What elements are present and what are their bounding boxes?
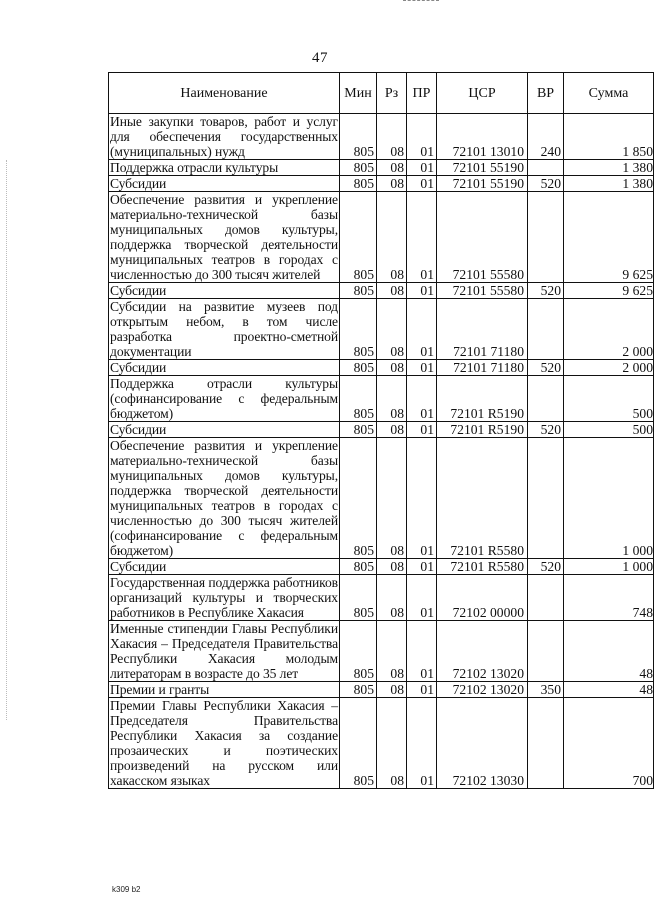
cell-name: Именные стипендии Главы Республики Хакасия – Председателя Правительства Республики Хакасия молодым литераторам в возрасте до 35 лет <box>110 621 338 681</box>
cell-vr <box>528 299 564 360</box>
table-row <box>109 376 654 422</box>
cell-name: Обеспечение развития и укрепление материально-технической базы муниципальных домов культуры, поддержка творческой деятельности муниципальных театров в городах с численностью до 300 тысяч жителей (софинансирование с федеральным бюджетом) <box>110 438 338 558</box>
cell-csr: 72101 71180 <box>437 299 528 360</box>
table-row <box>109 360 654 376</box>
cell-sum: 48 <box>564 621 654 682</box>
cell-min: 805 <box>340 176 377 192</box>
cell-name: Иные закупки товаров, работ и услуг для обеспечения государственных (муниципальных) нужд <box>110 114 338 159</box>
cell-csr: 72101 R5190 <box>437 422 528 438</box>
cell-vr: 520 <box>528 360 564 376</box>
cell-min: 805 <box>340 376 377 422</box>
top-edge-mark <box>403 0 439 4</box>
left-margin-perforation <box>6 160 8 720</box>
table-row <box>109 438 654 559</box>
cell-min: 805 <box>340 360 377 376</box>
cell-min: 805 <box>340 160 377 176</box>
cell-pr: 01 <box>407 559 437 575</box>
cell-vr: 520 <box>528 283 564 299</box>
cell-min: 805 <box>340 575 377 621</box>
cell-name: Премии Главы Республики Хакасия – Председателя Правительства Республики Хакасия за создание прозаических и поэтических произведений на русском или хакасском языках <box>110 698 338 788</box>
cell-vr <box>528 621 564 682</box>
col-header-pr: ПР <box>407 73 437 114</box>
cell-name: Субсидии <box>109 360 340 376</box>
cell-csr: 72101 55580 <box>437 283 528 299</box>
cell-csr: 72101 55190 <box>437 176 528 192</box>
table-header-row <box>109 73 654 114</box>
cell-min: 805 <box>340 698 377 789</box>
cell-sum: 1 380 <box>564 176 654 192</box>
cell-sum: 2 000 <box>564 299 654 360</box>
cell-sum: 500 <box>564 422 654 438</box>
cell-sum: 2 000 <box>564 360 654 376</box>
cell-name: Субсидии <box>109 176 340 192</box>
cell-rz: 08 <box>377 376 407 422</box>
table-row <box>109 698 654 789</box>
table-row <box>109 422 654 438</box>
cell-min: 805 <box>340 299 377 360</box>
cell-csr: 72102 13020 <box>437 621 528 682</box>
cell-csr: 72101 55190 <box>437 160 528 176</box>
table-row <box>109 682 654 698</box>
cell-csr: 72101 R5580 <box>437 559 528 575</box>
cell-vr <box>528 160 564 176</box>
page-number: 47 <box>312 50 328 66</box>
cell-pr: 01 <box>407 698 437 789</box>
cell-pr: 01 <box>407 682 437 698</box>
footer-code: k309 b2 <box>112 885 141 894</box>
cell-rz: 08 <box>377 114 407 160</box>
table-row <box>109 114 654 160</box>
cell-sum: 500 <box>564 376 654 422</box>
cell-vr: 350 <box>528 682 564 698</box>
cell-csr: 72101 55580 <box>437 192 528 283</box>
cell-vr <box>528 438 564 559</box>
cell-pr: 01 <box>407 422 437 438</box>
cell-vr: 240 <box>528 114 564 160</box>
cell-vr <box>528 698 564 789</box>
cell-vr <box>528 192 564 283</box>
col-header-csr: ЦСР <box>437 73 528 114</box>
table-row <box>109 192 654 283</box>
col-header-vr: ВР <box>528 73 564 114</box>
cell-csr: 72102 00000 <box>437 575 528 621</box>
cell-sum: 700 <box>564 698 654 789</box>
cell-rz: 08 <box>377 621 407 682</box>
cell-pr: 01 <box>407 575 437 621</box>
cell-rz: 08 <box>377 422 407 438</box>
cell-pr: 01 <box>407 283 437 299</box>
cell-sum: 1 380 <box>564 160 654 176</box>
cell-rz: 08 <box>377 160 407 176</box>
cell-min: 805 <box>340 283 377 299</box>
cell-vr <box>528 376 564 422</box>
col-header-sum: Сумма <box>564 73 654 114</box>
table-row <box>109 575 654 621</box>
table-row <box>109 160 654 176</box>
cell-min: 805 <box>340 438 377 559</box>
cell-pr: 01 <box>407 376 437 422</box>
cell-min: 805 <box>340 621 377 682</box>
table-row <box>109 283 654 299</box>
cell-rz: 08 <box>377 176 407 192</box>
cell-csr: 72101 13010 <box>437 114 528 160</box>
cell-sum: 1 850 <box>564 114 654 160</box>
cell-csr: 72101 71180 <box>437 360 528 376</box>
cell-min: 805 <box>340 192 377 283</box>
cell-name: Субсидии <box>109 422 340 438</box>
cell-pr: 01 <box>407 192 437 283</box>
cell-pr: 01 <box>407 360 437 376</box>
cell-rz: 08 <box>377 299 407 360</box>
col-header-name: Наименование <box>109 73 340 114</box>
cell-rz: 08 <box>377 438 407 559</box>
table-row <box>109 176 654 192</box>
cell-pr: 01 <box>407 160 437 176</box>
cell-vr: 520 <box>528 559 564 575</box>
table-row <box>109 621 654 682</box>
cell-pr: 01 <box>407 621 437 682</box>
cell-rz: 08 <box>377 559 407 575</box>
cell-name: Поддержка отрасли культуры (софинансирование с федеральным бюджетом) <box>110 376 338 421</box>
cell-name: Премии и гранты <box>109 682 340 698</box>
cell-sum: 748 <box>564 575 654 621</box>
cell-vr: 520 <box>528 176 564 192</box>
cell-pr: 01 <box>407 114 437 160</box>
cell-csr: 72102 13030 <box>437 698 528 789</box>
cell-csr: 72101 R5190 <box>437 376 528 422</box>
cell-min: 805 <box>340 559 377 575</box>
cell-min: 805 <box>340 422 377 438</box>
cell-sum: 1 000 <box>564 438 654 559</box>
cell-sum: 9 625 <box>564 283 654 299</box>
cell-sum: 9 625 <box>564 192 654 283</box>
cell-name: Субсидии <box>109 283 340 299</box>
cell-rz: 08 <box>377 283 407 299</box>
cell-sum: 48 <box>564 682 654 698</box>
col-header-rz: Рз <box>377 73 407 114</box>
cell-rz: 08 <box>377 192 407 283</box>
col-header-min: Мин <box>340 73 377 114</box>
cell-name: Государственная поддержка работников организаций культуры и творческих работников в Республике Хакасия <box>110 575 338 620</box>
cell-vr <box>528 575 564 621</box>
cell-name: Субсидии <box>109 559 340 575</box>
table-row <box>109 559 654 575</box>
cell-pr: 01 <box>407 438 437 559</box>
cell-rz: 08 <box>377 698 407 789</box>
cell-pr: 01 <box>407 299 437 360</box>
cell-name: Субсидии на развитие музеев под открытым небом, в том числе разработка проектно-сметной документации <box>110 299 338 359</box>
cell-rz: 08 <box>377 682 407 698</box>
cell-pr: 01 <box>407 176 437 192</box>
cell-vr: 520 <box>528 422 564 438</box>
cell-csr: 72101 R5580 <box>437 438 528 559</box>
cell-rz: 08 <box>377 360 407 376</box>
cell-min: 805 <box>340 682 377 698</box>
cell-name: Обеспечение развития и укрепление материально-технической базы муниципальных домов культуры, поддержка творческой деятельности муниципальных театров в городах с численностью до 300 тысяч жителей <box>110 192 338 282</box>
cell-name: Поддержка отрасли культуры <box>109 160 340 176</box>
cell-sum: 1 000 <box>564 559 654 575</box>
table-row <box>109 299 654 360</box>
cell-min: 805 <box>340 114 377 160</box>
cell-rz: 08 <box>377 575 407 621</box>
budget-table <box>108 72 654 789</box>
cell-csr: 72102 13020 <box>437 682 528 698</box>
